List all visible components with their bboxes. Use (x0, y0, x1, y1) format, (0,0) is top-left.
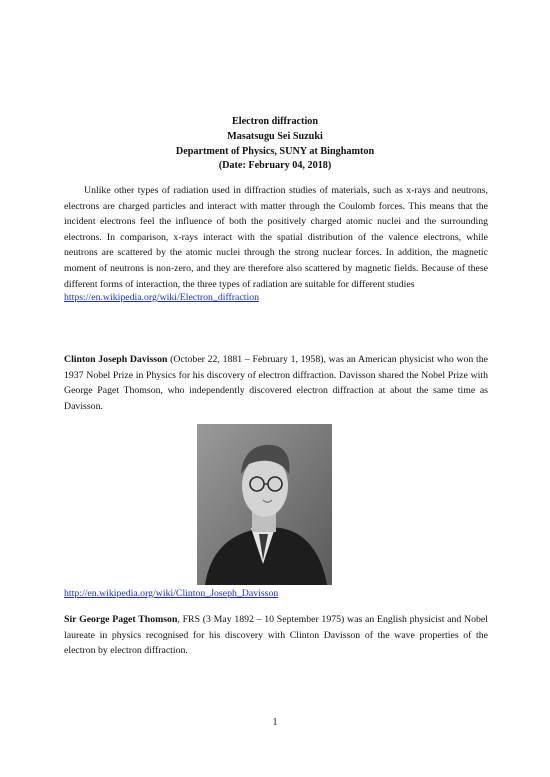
author-name: Masatsugu Sei Suzuki (227, 130, 323, 142)
electron-diffraction-link[interactable]: https://en.wikipedia.org/wiki/Electron_diffraction (64, 292, 259, 303)
thomson-paragraph (64, 612, 488, 659)
portrait-image (197, 424, 332, 585)
davisson-text: (October 22, 1881 – February 1, 1958), was an American physicist who won the 1937 Nobel Prize in Physics for his discovery of electron diffraction. Davisson shared the Nobel Prize with George Paget Thomson, who independently discovered electron diffraction at about the same time as Davisson. (64, 354, 488, 412)
page-number: 1 (272, 717, 278, 728)
davisson-link[interactable]: http://en.wikipedia.org/wiki/Clinton_Joseph_Davisson (64, 588, 279, 599)
thomson-name: Sir George Paget Thomson (64, 614, 178, 625)
thomson-text: , FRS (3 May 1892 – 10 September 1975) was an English physicist and Nobel laureate in physics recognised for his discovery with Clinton Davisson of the wave properties of the electron by electron diffraction. (64, 614, 489, 657)
davisson-portrait (197, 424, 332, 585)
affiliation: Department of Physics, SUNY at Binghamton (175, 145, 375, 157)
davisson-name: Clinton Joseph Davisson (64, 354, 168, 365)
intro-paragraph: Unlike other types of radiation used in diffraction studies of materials, such as x-rays and neutrons, electrons are charged particles and interact with matter through the Coulomb forces. This means that the incident electrons feel the influence of both the positively charged atomic nuclei and the surrounding electrons. In comparison, x-rays interact with the spatial distribution of the valence electrons, while neutrons are scattered by the atomic nuclei through the strong nuclear forces. In addition, the magnetic moment of neutrons is non-zero, and they are therefore also scattered by magnetic fields. Because of these different forms of interaction, the three types of radiation are suitable for different studies (64, 185, 488, 290)
davisson-paragraph (64, 352, 488, 414)
title-block (0, 115, 550, 174)
document-date: (Date: February 04, 2018) (218, 160, 332, 172)
document-title: Electron diffraction (231, 116, 319, 127)
